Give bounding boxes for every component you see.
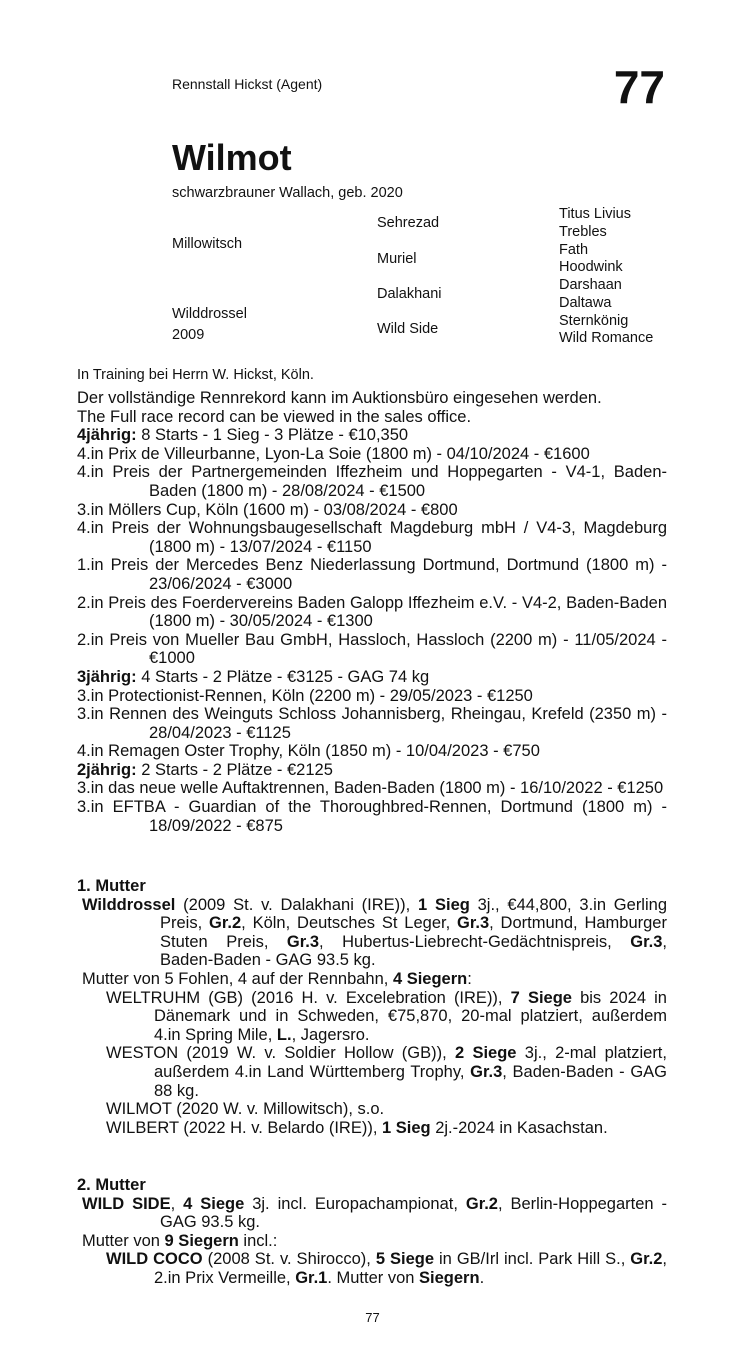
foal-entry bbox=[77, 1100, 667, 1119]
race-entry: 3.in Möllers Cup, Köln (1600 m) - 03/08/2024 - €800 bbox=[77, 500, 458, 519]
pedigree-ggp: Wild Romance bbox=[559, 330, 654, 346]
text: (2009 St. v. Dalakhani (IRE)), bbox=[175, 895, 419, 914]
text: . Mutter von bbox=[327, 1268, 420, 1287]
text: Mutter von 5 Fohlen, 4 auf der Rennbahn, bbox=[82, 969, 393, 988]
grade: L. bbox=[276, 1025, 292, 1044]
second-dam-heading: 2. Mutter bbox=[77, 1176, 146, 1194]
race-entry: 4.in Remagen Oster Trophy, Köln (1850 m) - 10/04/2023 - €750 bbox=[77, 742, 540, 761]
grade: Gr.1 bbox=[295, 1268, 328, 1287]
text: , Jagersro. bbox=[291, 1025, 370, 1044]
wins-count: 4 Siege bbox=[183, 1194, 245, 1213]
year-label: 2jährig: bbox=[77, 760, 137, 779]
wins-count: 1 Sieg bbox=[382, 1118, 431, 1137]
text: (2008 St. v. Shirocco), bbox=[202, 1250, 376, 1269]
foal-entry bbox=[77, 1250, 667, 1287]
second-dam-name: WILD SIDE bbox=[82, 1194, 171, 1213]
race-entry: 4.in Preis der Wohnungsbaugesellschaft Magdeburg mbH / V4-3, Magdeburg (1800 m) - 13/07/2024 - €1150 bbox=[77, 519, 667, 556]
first-dam-name: Wilddrossel bbox=[82, 895, 176, 914]
pedigree-ggp: Darshaan bbox=[559, 277, 622, 293]
horse-description: schwarzbrauner Wallach, geb. 2020 bbox=[172, 185, 403, 201]
text: , Dortmund, Hamburger Stuten Preis, bbox=[160, 914, 667, 951]
race-entry: 3.in EFTBA - Guardian of the Thoroughbred-Rennen, Dortmund (1800 m) - 18/09/2022 - €875 bbox=[77, 798, 667, 835]
foal-entry bbox=[77, 1044, 667, 1100]
wins-count: 5 Siege bbox=[375, 1250, 435, 1269]
pedigree-dam: Wilddrossel bbox=[172, 306, 247, 322]
wins-count: 1 Sieg bbox=[418, 895, 470, 914]
race-entry: 3.in das neue welle Auftaktrennen, Baden-Baden (1800 m) - 16/10/2022 - €1250 bbox=[77, 779, 664, 798]
race-entry: 2.in Preis des Foerdervereins Baden Galopp Iffezheim e.V. - V4-2, Baden-Baden (1800 m) - 30/05/2024 - €1300 bbox=[77, 593, 667, 631]
first-dam-section bbox=[77, 877, 667, 1137]
pedigree-ggp: Fath bbox=[559, 242, 589, 258]
text: WESTON (2019 W. v. Soldier Hollow (GB)), bbox=[106, 1044, 455, 1063]
text: . bbox=[479, 1268, 485, 1287]
race-entry: 1.in Preis der Mercedes Benz Niederlassung Dortmund, Dortmund (1800 m) - 23/06/2024 - €3000 bbox=[77, 556, 667, 593]
race-entry: 3.in Protectionist-Rennen, Köln (2200 m) - 29/05/2023 - €1250 bbox=[77, 686, 533, 705]
text: 3j., 2-mal platziert, außerdem 4.in Land Württemberg Trophy, bbox=[154, 1044, 667, 1081]
pedigree-sire-dam: Muriel bbox=[377, 251, 417, 267]
text: WELTRUHM (GB) (2016 H. v. Excelebration (IRE)), bbox=[106, 988, 511, 1007]
year-stats: 2 Starts - 2 Plätze - €2125 bbox=[136, 760, 333, 779]
text: in GB/Irl incl. Park Hill S., bbox=[434, 1250, 631, 1269]
year-stats: 4 Starts - 2 Plätze - €3125 - GAG 74 kg bbox=[136, 667, 430, 686]
race-entry: 3.in Rennen des Weinguts Schloss Johannisberg, Rheingau, Krefeld (2350 m) - 28/04/2023 - €1125 bbox=[77, 705, 667, 742]
year-label: 3jährig: bbox=[77, 667, 137, 686]
text: 2j.-2024 in Kasachstan. bbox=[430, 1118, 608, 1137]
produce-summary bbox=[77, 970, 667, 989]
winners-count: 4 Siegern bbox=[392, 969, 468, 988]
produce-summary bbox=[77, 1232, 667, 1251]
race-record bbox=[77, 389, 667, 835]
page-number: 77 bbox=[365, 1310, 380, 1325]
pedigree-dam-dam: Wild Side bbox=[377, 321, 439, 337]
text: incl.: bbox=[238, 1231, 278, 1250]
year-label: 4jährig: bbox=[77, 426, 137, 445]
pedigree-sire: Millowitsch bbox=[172, 236, 243, 252]
grade: Gr.3 bbox=[470, 1062, 503, 1081]
grade: Gr.3 bbox=[286, 932, 320, 951]
first-dam-heading: 1. Mutter bbox=[77, 877, 146, 895]
training-note: In Training bei Herrn W. Hickst, Köln. bbox=[77, 367, 314, 383]
foal-entry bbox=[77, 989, 667, 1045]
foal-entry bbox=[77, 1119, 667, 1138]
text: , 2.in Prix Vermeille, bbox=[154, 1250, 667, 1287]
pedigree-ggp: Sternkönig bbox=[559, 313, 629, 329]
text: , Hubertus-Liebrecht-Gedächtnispreis, bbox=[319, 932, 631, 951]
grade: Gr.2 bbox=[465, 1194, 498, 1213]
race-entry: 4.in Preis der Partnergemeinden Iffezheim und Hoppegarten - V4-1, Baden-Baden (1800 m) - 28/08/2024 - €1500 bbox=[77, 463, 667, 500]
record-note-de: Der vollständige Rennrekord kann im Auktionsbüro eingesehen werden. bbox=[77, 389, 602, 407]
text: , Köln, Deutsches St Leger, bbox=[241, 914, 458, 933]
wins-count: 2 Siege bbox=[454, 1044, 517, 1063]
first-dam-record bbox=[77, 896, 667, 970]
text: 3j. incl. Europachampionat, bbox=[244, 1194, 466, 1213]
record-note-en: The Full race record can be viewed in the sales office. bbox=[77, 407, 472, 426]
pedigree-sire-sire: Sehrezad bbox=[377, 215, 440, 231]
horse-name: Wilmot bbox=[172, 137, 292, 178]
text: 3j., €44,800, 3.in Gerling Preis, bbox=[160, 895, 667, 933]
year-summary bbox=[77, 668, 667, 687]
text: Mutter von bbox=[82, 1231, 165, 1250]
pedigree-dam-sire: Dalakhani bbox=[377, 286, 442, 302]
pedigree-dam-year: 2009 bbox=[172, 327, 205, 343]
year-summary bbox=[77, 761, 667, 780]
wins-count: 7 Siege bbox=[510, 988, 572, 1007]
grade: Gr.3 bbox=[630, 932, 663, 951]
pedigree-ggp: Daltawa bbox=[559, 295, 612, 311]
winners-count: 9 Siegern bbox=[164, 1231, 239, 1250]
pedigree-ggp: Hoodwink bbox=[559, 259, 623, 275]
text: , Baden-Baden - GAG 93.5 kg. bbox=[160, 932, 667, 970]
second-dam-record bbox=[77, 1195, 667, 1232]
grade: Gr.2 bbox=[630, 1250, 663, 1269]
race-entry: 4.in Prix de Villeurbanne, Lyon-La Soie (1800 m) - 04/10/2024 - €1600 bbox=[77, 444, 590, 463]
text: , Baden-Baden - GAG 88 kg. bbox=[154, 1062, 667, 1100]
year-stats: 8 Starts - 1 Sieg - 3 Plätze - €10,350 bbox=[136, 426, 409, 445]
lot-number: 77 bbox=[613, 61, 665, 113]
winners-label: Siegern bbox=[419, 1268, 480, 1287]
text: WILBERT (2022 H. v. Belardo (IRE)), bbox=[106, 1118, 383, 1137]
pedigree-ggp: Titus Livius bbox=[559, 206, 631, 222]
text: : bbox=[467, 969, 472, 988]
consignor: Rennstall Hickst (Agent) bbox=[172, 76, 323, 92]
pedigree-ggp: Trebles bbox=[559, 224, 607, 240]
grade: Gr.3 bbox=[457, 914, 490, 933]
text: , Berlin-Hoppegarten - GAG 93.5 kg. bbox=[160, 1194, 668, 1232]
foal-name: WILD COCO bbox=[106, 1250, 203, 1269]
text: bis 2024 in Dänemark und in Schweden, €75,870, 20-mal platziert, außerdem 4.in Spring Mile, bbox=[154, 988, 667, 1044]
text: WILMOT (2020 W. v. Millowitsch), s.o. bbox=[106, 1100, 385, 1119]
second-dam-section bbox=[77, 1176, 667, 1288]
text: , bbox=[170, 1194, 184, 1213]
grade: Gr.2 bbox=[209, 914, 242, 933]
race-entry: 2.in Preis von Mueller Bau GmbH, Hassloch, Hassloch (2200 m) - 11/05/2024 - €1000 bbox=[77, 630, 667, 668]
year-summary bbox=[77, 426, 667, 445]
